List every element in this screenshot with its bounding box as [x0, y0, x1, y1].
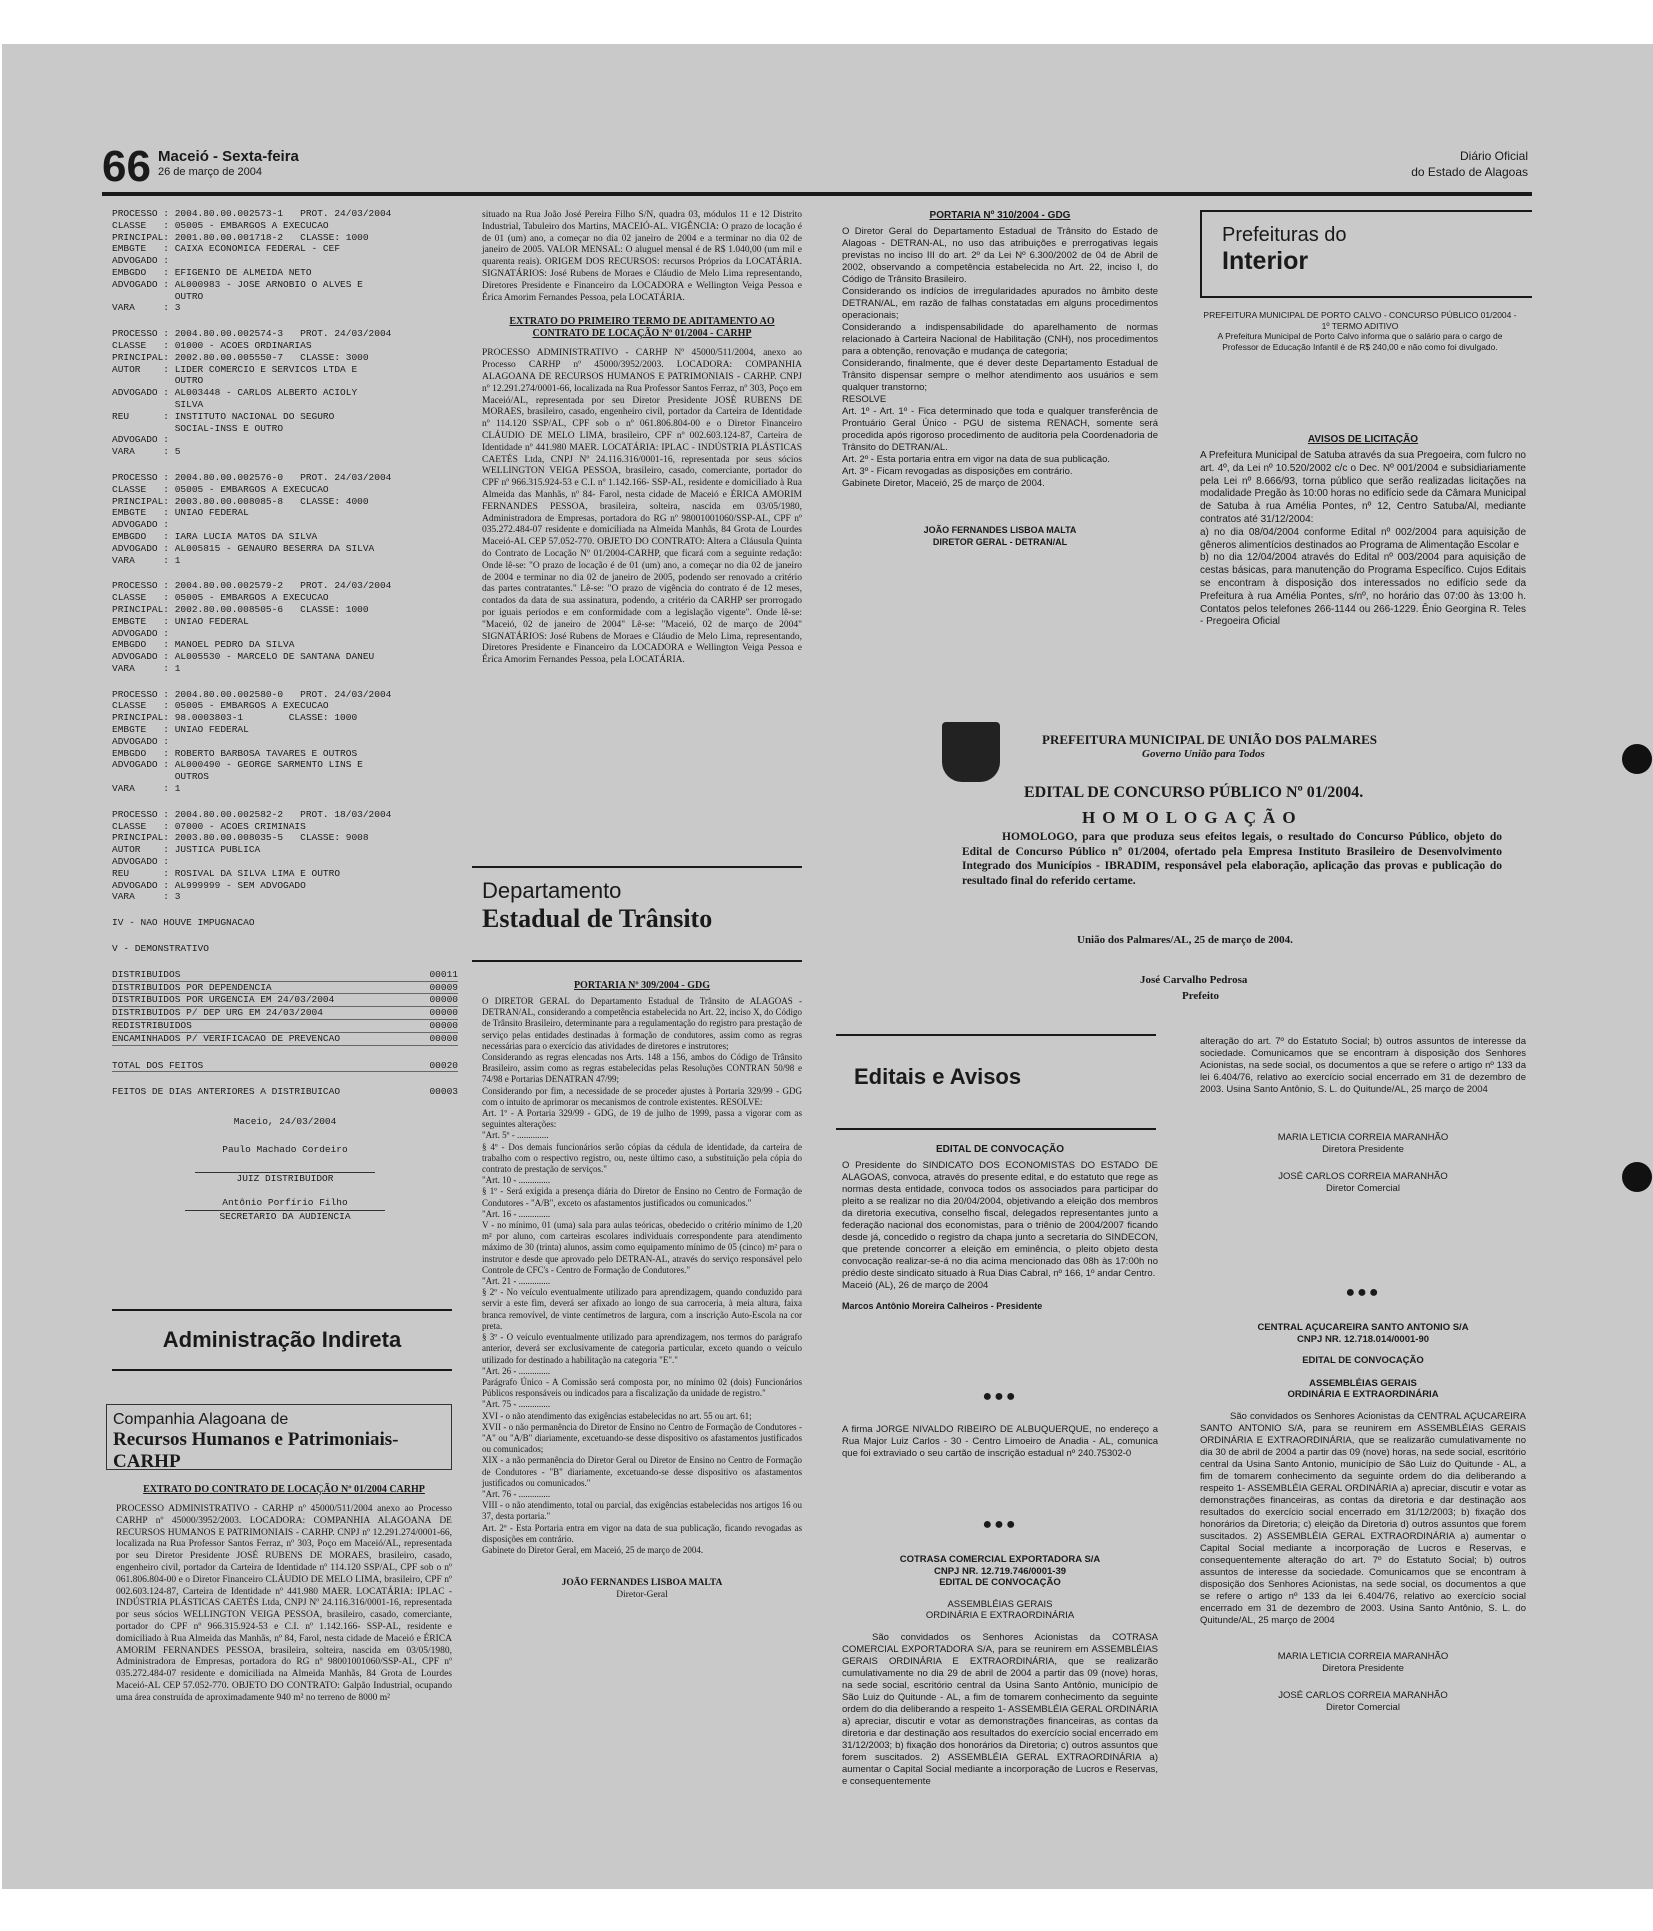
contrato-continuation: situado na Rua João José Pereira Filho S/N, quadra 03, módulos 11 e 12 Distrito Industrial, Tabuleiro dos Martins, MACEIÓ-AL. VIGÊNCIA: O prazo de locação é de 01 (um) ano, a começar no dia 02 janeiro de 2004 e a terminar no dia 02 de janeiro de 2005. VALOR MENSAL: O aluguel mensal é de R$ 1.040,00 (um mil e quarenta reais). ORIGEM DOS RECURSOS: recursos Próprios da LOCATÁRIA. SIGNATÁRIOS: José Rubens de Moraes e Cláudio de Melo Lima representando, Diretores Presidente e Financeiro da LOCADORA e Wellington Veiga Pessoa e Érica Amorim Fernandes Pessoa, pela LOCATÁRIA.	[482, 210, 802, 303]
uniao-body: HOMOLOGO, para que produza seus efeitos legais, o resultado do Concurso Público, objeto do Edital de Concurso Público nº 01/2004, ofertado pela Empresa Instituto Brasileiro de Desenvolvimento Integrado dos Municípios - IBRADIM, responsável pela elaboração, aplicação das provas e publicação do resultado final do referido certame.	[962, 831, 1502, 887]
central-continuation-body: alteração do art. 7º do Estatuto Social; b) outros assuntos de interesse da sociedade. Comunicamos que se encontram à disposição dos Senhores Acionistas, na sede social, os documentos a que se refere o artigo nº 133 da lei 6.404/76, relativo ao exercício social encerrado em 31 de dezembro de 2003. Usina Santo Antônio, S. L. do Quitunde/AL, 25 março de 2004	[1200, 1036, 1526, 1095]
separator-dots: ●●●	[982, 1516, 1018, 1533]
stat-label: DISTRIBUIDOS POR URGENCIA EM 24/03/2004	[112, 994, 335, 1006]
process-entry: PROCESSO : 2004.80.00.002574-3 PROT. 24/03/2004 CLASSE : 01000 - ACOES ORDINARIAS PRINCIPAL: 2002.80.00.005550-7 CLASSE: 3000 AUTOR : LIDER COMERCIO E SERVICOS LTDA E OUTRO ADVOGADO : AL003448 - CARLOS ALBERTO ACIOLY SILVA REU : INSTITUTO NACIONAL DO SEGURO SOCIAL-INSS E OUTRO ADVOGADO : VARA : 5	[112, 328, 392, 458]
aditamento-body: PROCESSO ADMINISTRATIVO - CARHP Nº 45000/511/2004, anexo ao Processo CARHP nº 45000/3952/2003. LOCADORA: COMPANHIA ALAGOANA DE RECURSOS HUMANOS E PATRIMONIAIS - CARHP. CNPJ nº 12.291.274/0001-66, localizada na Rua Professor Santos Ferraz, nº 303, Poço em Maceió/AL, representada por seu Diretor Presidente JOSÉ RUBENS DE MORAES, brasileiro, casado, engenheiro civil, portador da Carteira de Identidade nº 114.120 SSP/AL, CPF sob o nº 061.806.804-00 e o Diretor Financeiro CLÁUDIO DE MELO LIMA, brasileiro, CPF nº 002.603.124-87, Carteira de Identidade nº 441.980 MAER. LOCATÁRIA: IPLAC - INDÚSTRIA PLÁSTICAS CAETÉS Ltda, CNPJ Nº 24.116.316/0001-16, representada por seus sócios WELLINGTON VEIGA PESSOA, brasileiro, casado, comerciante, portador do CPF nº 966.315.924-53 e C.I. nº 1.142.166- SSP-AL, residente e domiciliado à Rua Almeida das Manhãs, nº 84- Farol, nesta cidade de Maceió e ÉRICA AMORIM FERNANDES PESSOA, brasileira, solteira, nascida em 03/05/1980, Administradora de Empresas, portadora do RG nº 98001001060/SSP-AL, CPF nº 035.272.484-07 residente e domiciliada na Almeida Manhãs, 84 Grota de Lourdes Maceió-AL CEP 57.052-770. OBJETO DO CONTRATO: Altera a Cláusula Quinta do Contrato de Locação Nº 01/2004-CARHP, que ficará com a seguinte redação: Onde lê-se: "O prazo de locação é de 01 (um) ano, a começar no dia 02 de janeiro de 2004 e terminar no dia 02 de janeiro de 2005, podendo ser renovado a critério das partes contratantes." Lê-se: "O prazo de vigência do contrato é de 12 meses, contados da data de sua assinatura, podendo, a critério da CARHP ser prorrogado por iguais períodos e em conformidade com a legislação vigente". Onde lê-se: "Maceió, 02 de janeiro de 2004" Lê-se: "Maceió, 02 de março de 2004" SIGNATÁRIOS: José Rubens de Moraes e Cláudio de Melo Lima, representando, Diretores Presidente e Financeiro da LOCADORA e Wellington Veiga Pessoa e Érica Amorim Fernandes Pessoa, pela LOCATÁRIA.	[482, 348, 802, 666]
acucareira-sub2: ASSEMBLÉIAS GERAIS ORDINÁRIA E EXTRAORDINÁRIA	[1287, 1377, 1439, 1401]
admin-indireta-title: Administração Indireta	[162, 1327, 402, 1352]
editais-box	[836, 1034, 1156, 1130]
uniao-signer-role: Prefeito	[1182, 990, 1220, 1002]
stat-row	[112, 1007, 458, 1020]
portaria-310-body: O Diretor Geral do Departamento Estadual de Trânsito do Estado de Alagoas - DETRAN-AL, no uso das atribuições e prerrogativas legais previstas no inciso III do art. 2º da Lei Nº 6.300/2002 de 04 de Abril de 2002, observando a competência estabelecida no Art. 22, inciso I, do Código de Trânsito Brasileiro. Considerando os indícios de irregularidades apurados no âmbito deste DETRAN/AL, em razão de falhas constatadas em alguns procedimentos operacionais; Considerando a indispensabilidade do aparelhamento de normas relacionado à Carteira Nacional de Habilitação (CNH), nos procedimentos para a obtenção, renovação e mudança de categoria; Considerando, finalmente, que é dever deste Departamento Estadual de Trânsito dispensar sempre o melhor atendimento aos usuários e sem qualquer transtorno; RESOLVE Art. 1º - Art. 1º - Fica determinado que toda e qualquer transferência de Prontuário Geral Único - PGU de sistema RENACH, somente será procedida após rigoroso procedimento de auditoria pela Coordenadoria de Trânsito do DETRAN/AL. Art. 2º - Esta portaria entra em vigor na data de sua publicação. Art. 3º - Ficam revogadas as disposições em contrário. Gabinete Diretor, Maceió, 25 de março de 2004.	[842, 226, 1158, 489]
porto-calvo: PREFEITURA MUNICIPAL DE PORTO CALVO - CONCURSO PÚBLICO 01/2004 - 1º TERMO ADITIVO A Prefeitura Municipal de Porto Calvo informa que o salário para o cargo de Professor de Educação Infantil é de R$ 240,00 e não como foi divulgado.	[1203, 310, 1517, 352]
stat-value: 00000	[429, 1032, 458, 1044]
detran-box-line1: Departamento	[482, 878, 622, 903]
cotrasa-subtitle: ASSEMBLÉIAS GERAIS ORDINÁRIA E EXTRAORDINÁRIA	[925, 1598, 1075, 1622]
portaria-310-signer-role: DIRETOR GERAL - DETRAN/AL	[932, 537, 1068, 548]
stat-label: DISTRIBUIDOS P/ DEP URG EM 24/03/2004	[112, 1007, 323, 1019]
acucareira-sub1: EDITAL DE CONVOCAÇÃO	[1302, 1355, 1424, 1367]
stat-value: 00000	[429, 994, 458, 1006]
portaria-309	[482, 980, 802, 1602]
carhp-extrato-body: PROCESSO ADMINISTRATIVO - CARHP nº 45000/511/2004 anexo ao Processo CARHP nº 45000/3952/2003. LOCADORA: COMPANHIA ALAGOANA DE RECURSOS HUMANOS E PATRIMONIAIS - CARHP. CNPJ nº 12.291.274/0001-66, localizada na Rua Professor Santos Ferraz, nº 303, Poço em Maceió/AL, representada por seu Diretor Presidente JOSÉ RUBENS DE MORAES, brasileiro, casado, engenheiro civil, portador da Carteira de Identidade nº 114.120 SSP/AL, CPF sob o nº 061.806.804-00 e o Diretor Financeiro CLÁUDIO DE MELO LIMA, brasileiro, CPF nº 002.603.124-87, Carteira de Identidade nº 441.980 MAER. LOCATÁRIA: IPLAC - INDÚSTRIA PLÁSTICAS CAETÉS Ltda, CNPJ Nº 24.116.316/0001-16, representada por seus sócios WELLINGTON VEIGA PESSOA, brasileiro, casado, comerciante, portador do CPF nº 966.315.924-53 e C.I. nº 1.142.166- SSP-AL, residente e domiciliado à Rua Almeida das Manhãs, nº 84, Farol, nesta cidade de Maceió e ÉRICA AMORIM FERNANDES PESSOA, brasileira, solteira, nascida em 03/05/1980, Administradora de Empresas, portadora do RG nº 98001001060/SSP-AL, CPF nº 035.272.484-07 residente e domiciliada na Almeida Manhãs, 84 Grota de Lourdes Maceió-AL CEP 57.052-770. OBJETO DO CONTRATO: Galpão Industrial, ocupando uma área construída de aproximadamente 940 m² no terreno de 8000 m²	[116, 1504, 452, 1703]
uniao-signer: José Carvalho Pedrosa	[1140, 974, 1248, 986]
uniao-header-1: PREFEITURA MUNICIPAL DE UNIÃO DOS PALMARES	[1042, 732, 1378, 747]
process-entry: PROCESSO : 2004.80.00.002582-2 PROT. 18/03/2004 CLASSE : 07000 - ACOES CRIMINAIS PRINCIPAL: 2003.80.00.008035-5 CLASSE: 9008 AUTOR : JUSTICA PUBLICA ADVOGADO : REU : ROSIVAL DA SILVA LIMA E OUTRO ADVOGADO : AL999999 - SEM ADVOGADO VARA : 3	[112, 808, 392, 903]
sindicato-signer: Marcos Antônio Moreira Calheiros - Presidente	[842, 1301, 1043, 1311]
page-number: 66	[102, 142, 151, 191]
cotrasa-edital	[842, 1554, 1158, 1788]
column-2-top	[482, 210, 802, 667]
anteriores-row: FEITOS DE DIAS ANTERIORES A DISTRIBUICAO 00003	[112, 1086, 458, 1098]
sindicato-edital	[842, 1144, 1158, 1312]
stat-label: DISTRIBUIDOS POR DEPENDENCIA	[112, 981, 272, 993]
portaria-309-signer-role: Diretor-Geral	[616, 1589, 668, 1600]
aviso-licitacao-body: A Prefeitura Municipal de Satuba através da sua Pregoeira, com fulcro no art. 4º, da Lei nº 10.520/2002 c/c o Dec. Nº 001/2004 e subsidiariamente pela Lei nº 8.666/93, torna público que serão realizadas licitações na modalidade Pregão às 10:00 horas no edifício sede da Câmara Municipal de Satuba à rua Amélia Pontes, nº 12, Centro Satuba/Al, mediante contratos até 31/12/2004: a) no dia 08/04/2004 conforme Edital nº 002/2004 para aquisição de gêneros alimentícios destinados ao Programa de Alimentação Escolar e b) no dia 12/04/2004 através do Edital nº 003/2004 para aquisição de cestas básicas, para manutenção do Programa Específico. Cujos Editais se encontram à disposição dos interessados no edifício sede da Prefeitura à rua Amélia Pontes, s/nº, no horário das 07:00 às 13:00 h. Contatos pelos telefones 266-1144 ou 266-1229. Ênio Georgina R. Teles - Pregoeira Oficial	[1200, 450, 1526, 628]
process-entry: PROCESSO : 2004.80.00.002573-1 PROT. 24/03/2004 CLASSE : 05005 - EMBARGOS A EXECUCAO PRINCIPAL: 2001.80.00.001718-2 CLASSE: 1000 EMBGTE : CAIXA ECONOMICA FEDERAL - CEF ADVOGADO : EMBGDO : EFIGENIO DE ALMEIDA NETO ADVOGADO : AL000983 - JOSE ARNOBIO O ALVES E OUTRO VARA : 3	[112, 208, 392, 314]
cotrasa-body: São convidados os Senhores Acionistas da COTRASA COMERCIAL EXPORTADORA S/A, para se reunirem em ASSEMBLÉIAS GERAIS ORDINÁRIA E EXTRAORDINÁRIA, que se realizarão cumulativamente no dia 29 de abril de 2004 a partir das 09 (nove) horas, na sede social, escritório central da Usina Santo Antônio, município de São Luiz do Quitunde - AL, a fim de tomarem conhecimento da seguinte ordem do dia deliberando a respeito 1- ASSEMBLÉIA GERAL ORDINÁRIA a) apreciar, discutir e votar as demonstrações financeiras, as contas da diretoria e dar destinação aos resultados do exercício social encerrado em 31/12/2003; b) fixação dos honorários da Diretoria; c) outros assuntos que forem suscitados. 2) ASSEMBLÉIA GERAL EXTRAORDINÁRIA a) aumentar o Capital Social mediante a incorporação de Lucros e Reservas, e consequentemente	[842, 1631, 1158, 1787]
process-list	[112, 208, 458, 903]
carhp-extrato-title: EXTRATO DO CONTRATO DE LOCAÇÃO Nº 01/2004 CARHP	[143, 1484, 425, 1495]
uniao-header-2: Governo União para Todos	[1142, 748, 1265, 760]
punch-hole	[1622, 1162, 1652, 1192]
central-signer-2: JOSÉ CARLOS CORREIA MARANHÃO Diretor Comercial	[1278, 1170, 1448, 1195]
header-date: 26 de março de 2004	[158, 166, 262, 178]
acucareira-edital	[1200, 1322, 1526, 1714]
interior-line1: Prefeituras do	[1222, 224, 1347, 246]
newspaper-page	[2, 44, 1653, 1889]
stat-value: 00011	[429, 968, 458, 980]
admin-indireta-box	[112, 1309, 452, 1371]
impugnacao: IV - NAO HOUVE IMPUGNACAO	[112, 917, 255, 929]
stat-row	[112, 1020, 458, 1033]
interior-box	[1200, 210, 1532, 298]
stat-row	[112, 1033, 458, 1046]
carhp-extrato	[116, 1484, 452, 1705]
demonstrativo: V - DEMONSTRATIVO	[112, 943, 209, 955]
stat-label: ENCAMINHADOS P/ VERIFICACAO DE PREVENCAO	[112, 1032, 341, 1044]
acucareira-body: São convidados os Senhores Acionistas da CENTRAL AÇUCAREIRA SANTO ANTONIO S/A, para se reunirem em ASSEMBLÉIAS GERAIS ORDINÁRIA E EXTRAORDINÁRIA, que se realizarão cumulativamente no dia 30 de abril de 2004 a partir das 09 (nove) horas, na sede social, escritório central da Usina Santo Antonio, município de São Luiz do Quitunde - AL, a fim de tomarem conhecimento da seguinte ordem do dia deliberando a respeito 1- ASSEMBLÉIA GERAL ORDINÁRIA a) apreciar, discutir e votar as demonstrações financeiras, as contas da diretoria e dar destinação aos resultados do exercício social encerrado em 31/12/2003; b) fixação dos honorários da Diretoria; c) eleição da Diretoria d) outros assuntos que forem suscitados. 2) ASSEMBLÉIA GERAL EXTRAORDINÁRIA a) aumentar o Capital Social mediante a incorporação de Lucros e Reservas, e consequentemente alteração do art. 7º do Estatuto Social; b) outros assuntos de interesse da sociedade. Comunicamos que se encontram à disposição dos Senhores Acionistas, na sede social, os documentos a que se refere o artigo nº 133 da lei 6.404/76, relativo ao exercício social encerrado em 31 de dezembro de 2003. Usina Santo Antônio, S. L. do Quitunde/AL, 25 março de 2004	[1200, 1410, 1526, 1626]
process-entry: PROCESSO : 2004.80.00.002579-2 PROT. 24/03/2004 CLASSE : 05005 - EMBARGOS A EXECUCAO PRINCIPAL: 2002.80.00.008505-6 CLASSE: 1000 EMBGTE : UNIAO FEDERAL ADVOGADO : EMBGDO : MANOEL PEDRO DA SILVA ADVOGADO : AL005530 - MARCELO DE SANTANA DANEU VARA : 1	[112, 580, 392, 674]
separator-dots: ●●●	[1345, 1284, 1381, 1301]
stats-table	[112, 969, 458, 1046]
portaria-310-signer: JOÃO FERNANDES LISBOA MALTA	[923, 525, 1077, 535]
publication-name: Diário Oficial do Estado de Alagoas	[1411, 149, 1528, 179]
aditamento-title: EXTRATO DO PRIMEIRO TERMO DE ADITAMENTO AO CONTRATO DE LOCAÇÃO Nº 01/2004 - CARHP	[509, 316, 775, 340]
editais-title: Editais e Avisos	[854, 1064, 1022, 1089]
uniao-place-date: União dos Palmares/AL, 25 de março de 2004.	[1077, 934, 1293, 946]
acucareira-signer-1: MARIA LETICIA CORREIA MARANHÃO Diretora Presidente	[1277, 1650, 1449, 1675]
separator-dots: ●●●	[982, 1388, 1018, 1405]
column-1	[112, 208, 458, 1223]
stat-row	[112, 982, 458, 995]
detran-box-line2: Estadual de Trânsito	[482, 904, 713, 933]
sindicato-title: EDITAL DE CONVOCAÇÃO	[936, 1144, 1064, 1155]
punch-hole	[1622, 744, 1652, 774]
portaria-310	[842, 210, 1158, 549]
central-continuation	[1200, 1036, 1526, 1196]
central-signer-1: MARIA LETICIA CORREIA MARANHÃO Diretora Presidente	[1277, 1132, 1449, 1156]
header-city-day: Maceió - Sexta-feira	[158, 148, 299, 165]
uniao-subtitle: HOMOLOGAÇÃO	[1082, 808, 1303, 827]
stat-value: 00000	[429, 1007, 458, 1019]
portaria-309-title: PORTARIA Nº 309/2004 - GDG	[573, 980, 711, 991]
stat-row	[112, 969, 458, 982]
carhp-line2: Recursos Humanos e Patrimoniais- CARHP	[113, 1429, 399, 1472]
stat-value: 00000	[429, 1020, 458, 1032]
process-entry: PROCESSO : 2004.80.00.002580-0 PROT. 24/03/2004 CLASSE : 05005 - EMBARGOS A EXECUCAO PRINCIPAL: 98.0003803-1 CLASSE: 1000 EMBGTE : UNIAO FEDERAL ADVOGADO : EMBGDO : ROBERTO BARBOSA TAVARES E OUTROS ADVOGADO : AL000490 - GEORGE SARMENTO LINS E OUTROS VARA : 1	[112, 688, 392, 795]
stat-label: DISTRIBUIDOS	[112, 968, 181, 980]
signer-1-name: Paulo Machado Cordeiro	[222, 1144, 348, 1155]
portaria-309-body: O DIRETOR GERAL do Departamento Estadual de Trânsito de ALAGOAS - DETRAN/AL, considerando a competência estabelecida no Art. 22, inciso X, do Código de Trânsito Brasileiro, determinante para a regulamentação do registro para prestação de serviço pelas entidades destinadas à formação de condutores, assim como as regras necessárias para o exercício das atividades de diretores e instrutores; Considerando as regras elencadas nos Arts. 148 a 156, ambos do Código de Trânsito Brasileiro, assim como as regras estabelecidas pelas Resoluções CONTRAN 50/98 e 74/98 e Portarias DENATRAN 47/99; Considerando por fim, a necessidade de se proceder ajustes à Portaria 329/99 - GDG com o intuito de aprimorar os mecanismos de controle existentes. RESOLVE: Art. 1º - A Portaria 329/99 - GDG, de 19 de julho de 1999, passa a vigorar com as seguintes alterações: "Art. 5º - .............. § 4º - Dos demais funcionários serão cópias da cédula de identidade, da carteira de trabalho com o respectivo registro, ou, neste último caso, a substituição pela cópia do contrato de prestação de serviços." "Art. 10 - .............. § 1º - Será exigida a presença diária do Diretor de Ensino no Centro de Formação de Condutores - "A/B", exceto os afastamentos justificados ou comunicados." "Art. 16 - .............. V - no mínimo, 01 (uma) sala para aulas teóricas, obedecido o critério mínimo de 1,20 m² por aluno, com carteiras escolares individuais correspondente para atendimento máximo de 30 (trinta) alunos, assim como equipamento mínimo de 05 (cinco) m² para o instrutor e desde que aprovado pelo DETRAN-AL, através do serviço responsável pelo Controle de CFC's - Centro de Formação de Condutores." "Art. 21 - .............. § 2º - No veículo eventualmente utilizado para aprendizagem, quando conduzido para servir a este fim, deverá ser afixado ao longo de sua carroceria, à meia altura, faixa branca removível, de vinte centímetros de largura, com a inscrição Auto-Escola na cor preta. § 3º - O veículo eventualmente utilizado para aprendizagem, nos termos do parágrafo anterior, deverá ser exclusivamente de categoria particular, exceto quando o veículo utilizado for destinado a habilitação na categoria "E"." "Art. 26 - .............. Parágrafo Único - A Comissão será composta por, no mínimo 02 (dois) Funcionários Públicos responsáveis ou indicados para a fiscalização da unidade de registro." "Art. 75 - .............. XVI - o não atendimento das exigências estabelecidas no art. 55 ou art. 61; XVII - o não permanência do Diretor de Ensino no Centro de Formação de Condutores - "A" ou "A/B" diariamente, excetuando-se desse dispositivo os afastamentos justificados ou comunicados; XIX - a não permanência do Diretor Geral ou Diretor de Ensino no Centro de Formação de Condutores - "B" diariamente, excetuando-se desse dispositivo os afastamentos justificados ou comunicados." "Art. 76 - .............. VIII - o não atendimento, total ou parcial, das exigências estabelecidas nos artigos 16 ou 37, desta portaria." Art. 2º - Esta Portaria entra em vigor na data de sua publicação, ficando revogadas as disposições em contrário. Gabinete do Diretor Geral, em Maceió, 25 de março de 2004.	[482, 996, 802, 1555]
sindicato-body: O Presidente do SINDICATO DOS ECONOMISTAS DO ESTADO DE ALAGOAS, convoca, através do presente edital, e do estatuto que rege as normas desta entidade, convoca todos os associados para participar do pleito a se realizar no dia 20/04/2004, objetivando a eleição dos membros da diretoria executiva, conselho fiscal, delegados representantes junto a federação nacional dos economistas, para o triênio de 2004/2007 ficando desde já, concedido o registro da chapa junto a secretaria do SINDECON, que pretende concorrer a eleição em eminência, o pleito objeto desta convocação realizar-se-á no dia acima mencionado das 08h às 17:00h no prédio deste sindicato situado à Rua Dias Cabral, nº 166, 1º andar Centro. Maceió (AL), 26 de março de 2004	[842, 1160, 1158, 1291]
aviso-licitacao	[1200, 434, 1526, 629]
signer-2-name: Antônio Porfírio Filho	[222, 1196, 348, 1208]
signer-1-role: JUIZ DISTRIBUIDOR	[195, 1172, 375, 1185]
cotrasa-title: COTRASA COMERCIAL EXPORTADORA S/A CNPJ NR. 12.719.746/0001-39 EDITAL DE CONVOCAÇÃO	[899, 1554, 1101, 1589]
stat-label: REDISTRIBUIDOS	[112, 1020, 192, 1032]
uniao-crest-icon	[942, 722, 1000, 782]
detran-box	[472, 866, 802, 962]
carhp-line1: Companhia Alagoana de	[113, 1411, 289, 1428]
signer-2-role: SECRETARIO DA AUDIENCIA	[185, 1210, 385, 1223]
uniao-title: EDITAL DE CONCURSO PÚBLICO Nº 01/2004.	[1024, 784, 1364, 801]
process-entry: PROCESSO : 2004.80.00.002576-0 PROT. 24/03/2004 CLASSE : 05005 - EMBARGOS A EXECUCAO PRINCIPAL: 2003.80.00.008085-8 CLASSE: 4000 EMBGTE : UNIAO FEDERAL ADVOGADO : EMBGDO : IARA LUCIA MATOS DA SILVA ADVOGADO : AL005815 - GENAURO BESERRA DA SILVA VARA : 1	[112, 471, 392, 566]
place-date: Maceio, 24/03/2004	[233, 1116, 337, 1128]
portaria-309-signer: JOÃO FERNANDES LISBOA MALTA	[561, 1578, 723, 1589]
interior-line2: Interior	[1222, 247, 1309, 275]
acucareira-title: CENTRAL AÇUCAREIRA SANTO ANTONIO S/A CNPJ NR. 12.718.014/0001-90	[1257, 1322, 1469, 1345]
stat-row	[112, 994, 458, 1007]
acucareira-signer-2: JOSÉ CARLOS CORREIA MARANHÃO Diretor Comercial	[1278, 1689, 1448, 1713]
stat-value: 00009	[429, 981, 458, 993]
header-rule	[102, 192, 1532, 196]
carhp-box	[106, 1404, 452, 1470]
portaria-310-title: PORTARIA Nº 310/2004 - GDG	[929, 210, 1071, 221]
total-row: TOTAL DOS FEITOS 00020	[112, 1059, 458, 1071]
jorge-aviso: A firma JORGE NIVALDO RIBEIRO DE ALBUQUERQUE, no endereço a Rua Major Luiz Carlos - 30 - Centro Limoeiro de Anadia - AL, comunica que foi extraviado o seu cartão de inscrição estadual nº 240.75302-0	[842, 1424, 1158, 1459]
aviso-licitacao-title: AVISOS DE LICITAÇÃO	[1307, 434, 1419, 445]
